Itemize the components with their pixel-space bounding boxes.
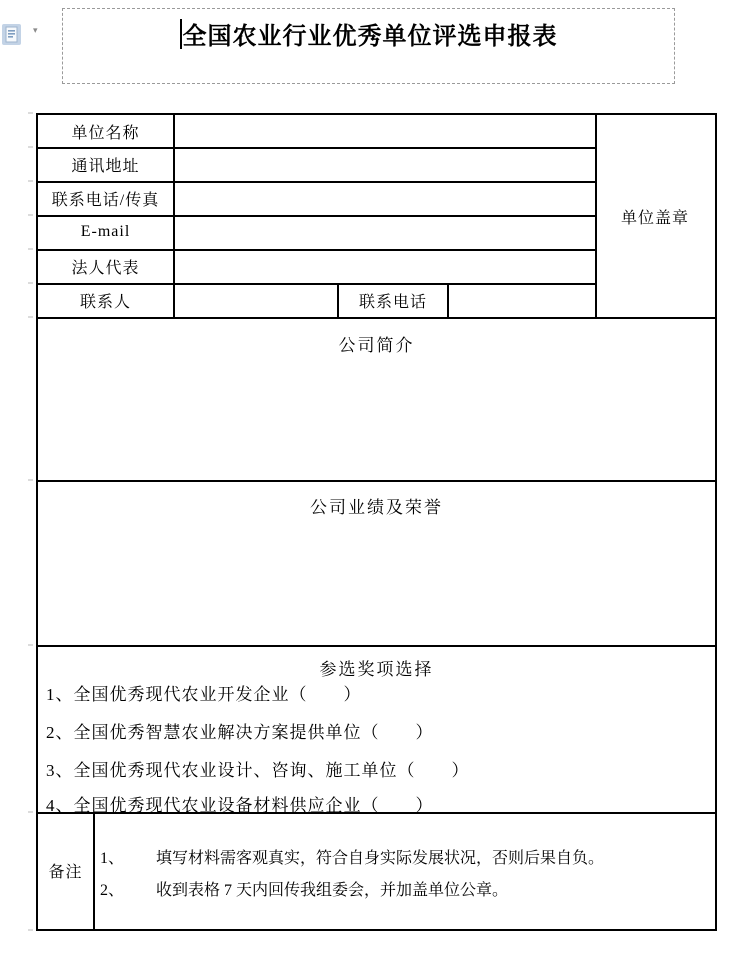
table-guide-tick bbox=[28, 644, 33, 646]
legal-rep-field[interactable] bbox=[175, 251, 595, 283]
table-guide-tick bbox=[28, 112, 33, 114]
label-legal-rep: 法人代表 bbox=[71, 259, 140, 277]
page-title[interactable]: 全国农业行业优秀单位评选申报表 bbox=[182, 23, 558, 50]
clipboard-icon bbox=[2, 33, 22, 50]
label-phone-fax: 联系电话/传真 bbox=[51, 191, 160, 209]
table-border-line bbox=[38, 480, 715, 482]
remark-item-1 bbox=[100, 845, 604, 868]
remark-item-number: 1、 bbox=[100, 850, 125, 867]
label-contact-person: 联系人 bbox=[79, 293, 131, 311]
table-border-line bbox=[38, 317, 715, 319]
section-title-company-profile: 公司简介 bbox=[338, 336, 415, 355]
chevron-down-icon[interactable]: ▾ bbox=[33, 26, 38, 36]
table-guide-tick bbox=[28, 316, 33, 318]
table-guide-tick bbox=[28, 180, 33, 182]
text-cursor bbox=[180, 19, 182, 49]
remark-item-text: 收到表格 7 天内回传我组委会，并加盖单位公章。 bbox=[156, 882, 509, 899]
section-title-award-selection: 参选奖项选择 bbox=[319, 660, 434, 679]
label-unit-seal: 单位盖章 bbox=[620, 209, 689, 227]
table-border-line bbox=[93, 812, 95, 929]
phone-fax-field[interactable] bbox=[175, 183, 595, 215]
remark-item-2 bbox=[100, 877, 508, 900]
label-mail-address: 通讯地址 bbox=[71, 157, 140, 175]
remark-item-number: 2、 bbox=[100, 882, 125, 899]
award-option-4[interactable]: 4、全国优秀现代农业设备材料供应企业（ ） bbox=[46, 796, 434, 815]
remark-item-text: 填写材料需客观真实，符合自身实际发展状况，否则后果自负。 bbox=[156, 850, 605, 867]
table-guide-tick bbox=[28, 146, 33, 148]
table-guide-tick bbox=[28, 214, 33, 216]
unit-name-field[interactable] bbox=[175, 115, 595, 147]
label-unit-name: 单位名称 bbox=[71, 124, 140, 142]
title-text-frame[interactable] bbox=[62, 8, 675, 84]
contact-phone-field[interactable] bbox=[449, 285, 595, 317]
award-option-2[interactable]: 2、全国优秀智慧农业解决方案提供单位（ ） bbox=[46, 723, 434, 742]
label-email: E-mail bbox=[80, 223, 131, 240]
table-border-line bbox=[38, 645, 715, 647]
table-guide-tick bbox=[28, 282, 33, 284]
award-option-3[interactable]: 3、全国优秀现代农业设计、咨询、施工单位（ ） bbox=[46, 761, 470, 780]
award-option-1[interactable]: 1、全国优秀现代农业开发企业（ ） bbox=[46, 685, 362, 704]
label-remark: 备注 bbox=[48, 864, 83, 881]
application-form-table bbox=[36, 113, 717, 931]
email-field[interactable] bbox=[175, 217, 595, 249]
contact-person-field[interactable] bbox=[175, 285, 337, 317]
company-honors-field[interactable] bbox=[38, 515, 715, 643]
table-guide-tick bbox=[28, 479, 33, 481]
company-profile-field[interactable] bbox=[38, 351, 715, 478]
label-contact-phone: 联系电话 bbox=[358, 293, 427, 311]
section-title-company-honors: 公司业绩及荣誉 bbox=[310, 498, 443, 517]
table-guide-tick bbox=[28, 248, 33, 250]
table-guide-tick bbox=[28, 929, 33, 931]
paste-options-button[interactable] bbox=[2, 24, 22, 46]
table-guide-tick bbox=[28, 811, 33, 813]
mail-address-field[interactable] bbox=[175, 149, 595, 181]
